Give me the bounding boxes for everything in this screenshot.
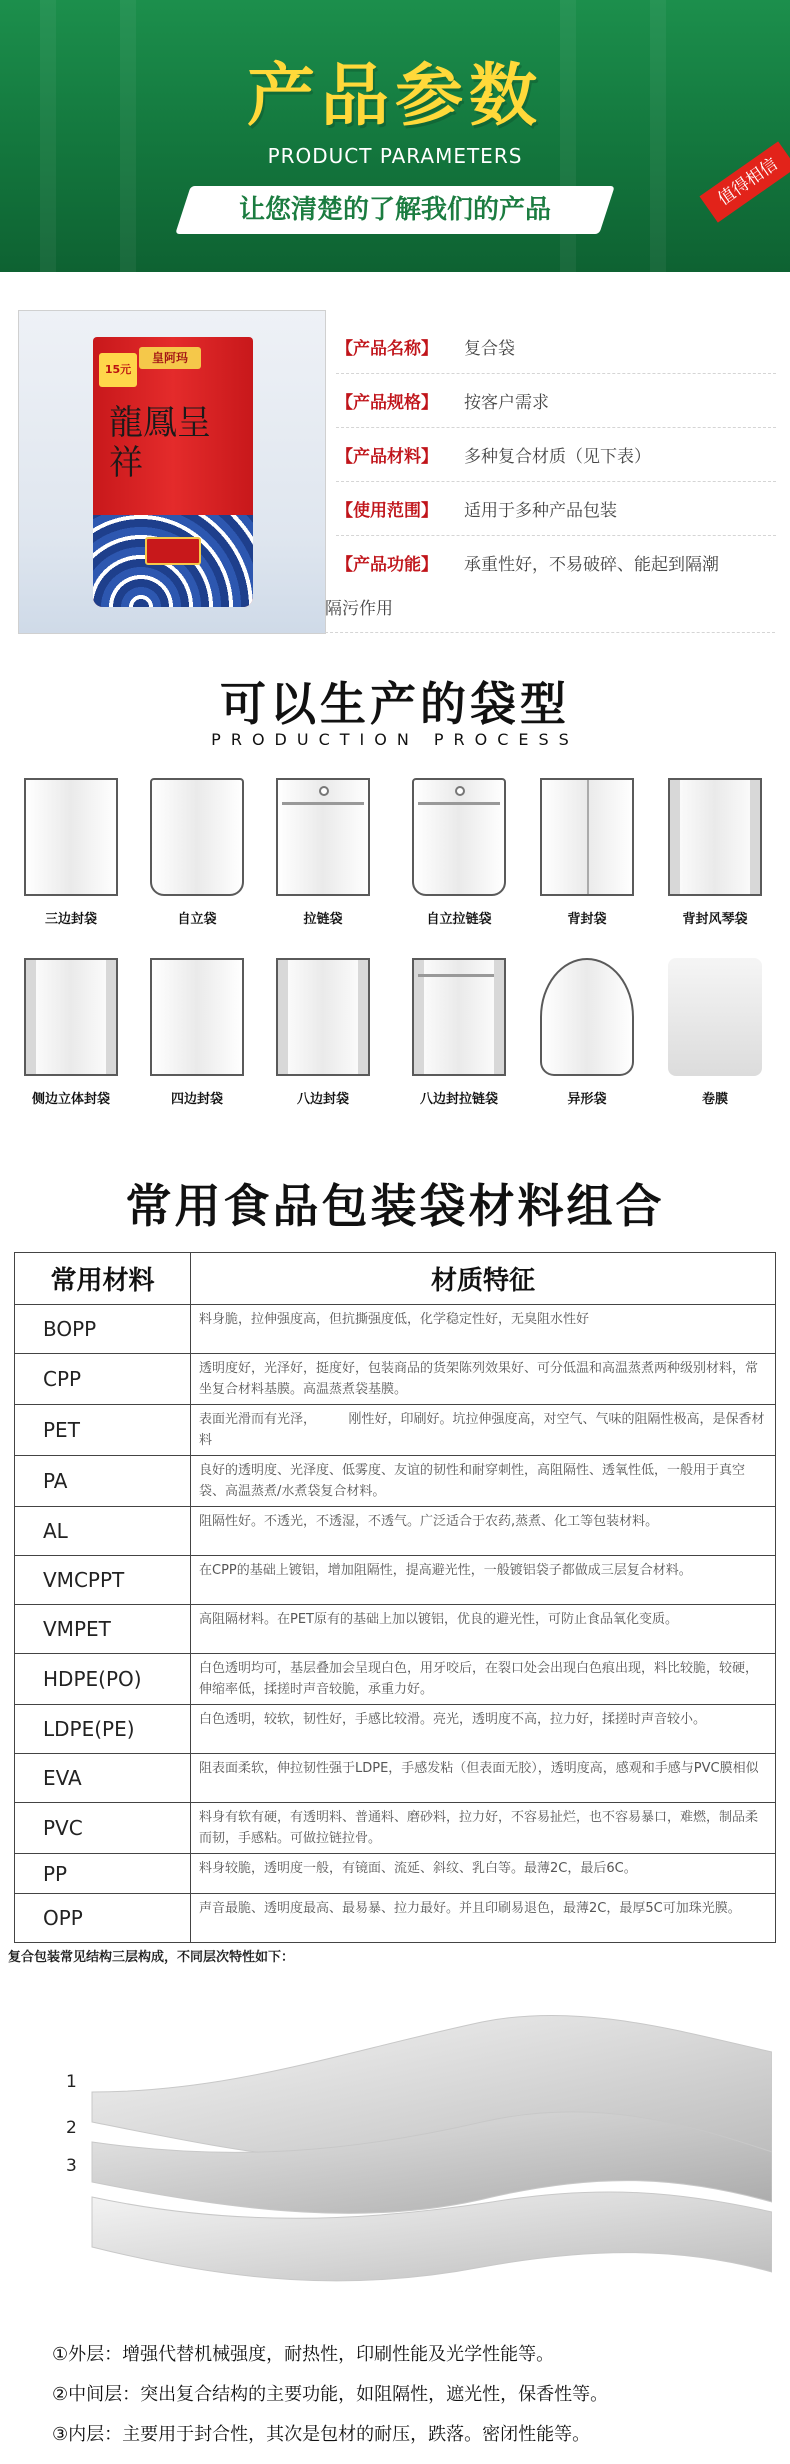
material-desc: 透明度好，光泽好，挺度好，包装商品的货架陈列效果好、可分低温和高温蒸煮两种级别材料，常坐复合材料基膜。高温蒸煮袋基膜。 [191,1354,776,1405]
material-name: AL [15,1507,191,1556]
param-row [336,320,776,374]
bag-type-item [660,778,770,927]
column-header-feature: 材质特征 [191,1253,776,1305]
divider [325,632,775,633]
material-desc: 料身较脆，透明度一般，有镜面、流延、斜纹、乳白等。最薄2C，最后6C。 [191,1854,776,1894]
param-value: 按客户需求 [464,393,549,413]
bag-type-item [268,778,378,927]
product-image [18,310,326,634]
bag-type-item [268,958,378,1107]
pouch-brand: 皇阿玛 [139,347,201,369]
banner-slogan: 让您清楚的了解我们的产品 [238,195,551,225]
bag-type-label: 背封袋 [567,912,607,927]
table-row [15,1754,776,1803]
trust-sticker: 值得相信 [700,141,790,222]
layer-number: 2 [66,2118,77,2138]
bag-type-label: 四边封袋 [170,1092,223,1107]
table-row [15,1405,776,1456]
material-name: VMPET [15,1605,191,1654]
bag-type-label: 卷膜 [701,1092,728,1107]
material-name: PA [15,1456,191,1507]
zipper-bag-icon [276,778,370,896]
bag-type-item [16,778,126,927]
params-list [336,320,776,590]
param-label: 【产品规格】 [336,393,438,413]
param-row [336,536,776,590]
material-name: VMCPPT [15,1556,191,1605]
material-name: OPP [15,1894,191,1943]
pouch-illustration [93,337,253,607]
table-row [15,1605,776,1654]
table-row [15,1654,776,1705]
param-value-wrap: 隔污作用 [325,599,393,619]
param-value: 适用于多种产品包装 [464,501,617,521]
material-name: EVA [15,1754,191,1803]
pouch-seal [145,537,201,565]
banner-title: 产品参数 [246,57,543,136]
table-row [15,1507,776,1556]
layer-note-middle: ②中间层：突出复合结构的主要功能，如阻隔性，遮光性，保香性等。 [52,2384,609,2405]
bag-section-title: 可以生产的袋型 [220,677,570,731]
layers-illustration [82,2012,772,2312]
layers-intro: 复合包装常见结构三层构成，不同层次特性如下： [8,1950,295,1965]
material-name: PP [15,1854,191,1894]
three-side-seal-bag-icon [24,778,118,896]
gusset-back-seal-bag-icon [668,778,762,896]
bag-type-label: 自立拉链袋 [426,912,492,927]
material-name: PVC [15,1803,191,1854]
back-seal-bag-icon [540,778,634,896]
table-row [15,1803,776,1854]
material-name: HDPE(PO) [15,1654,191,1705]
side-gusset-bag-icon [24,958,118,1076]
roll-film-icon [668,958,762,1076]
param-label: 【产品功能】 [336,555,438,575]
material-name: LDPE(PE) [15,1705,191,1754]
table-row [15,1354,776,1405]
pouch-price: 15元 [99,353,137,387]
four-side-seal-bag-icon [150,958,244,1076]
bag-type-label: 异形袋 [567,1092,607,1107]
bag-type-label: 八边封拉链袋 [419,1092,498,1107]
bag-type-item [142,958,252,1107]
bag-type-item [404,958,514,1107]
bag-type-label: 拉链袋 [303,912,343,927]
bag-type-label: 自立袋 [177,912,217,927]
table-row [15,1705,776,1754]
table-row [15,1305,776,1354]
table-header-row [15,1253,776,1305]
param-value: 复合袋 [464,339,515,359]
bag-section-subtitle: PRODUCTION PROCESS [211,730,579,749]
table-row [15,1894,776,1943]
material-desc: 料身有软有硬，有透明料、普通料、磨砂料，拉力好，不容易扯烂，也不容易暴口，难燃，制品柔而韧，手感粘。可做拉链拉骨。 [191,1803,776,1854]
material-desc: 表面光滑而有光泽， 刚性好，印刷好。坑拉伸强度高，对空气、气味的阻隔性极高，是保香材料 [191,1405,776,1456]
bag-type-item [404,778,514,927]
eight-side-zipper-bag-icon [412,958,506,1076]
shaped-bag-icon [540,958,634,1076]
material-desc: 白色透明均可，基层叠加会呈现白色，用牙咬后，在裂口处会出现白色痕出现，料比较脆，较硬，伸缩率低，揉搓时声音较脆，承重力好。 [191,1654,776,1705]
banner-subtitle: PRODUCT PARAMETERS [267,144,523,168]
bag-type-item [142,778,252,927]
bag-type-label: 侧边立体封袋 [31,1092,110,1107]
material-desc: 料身脆，拉伸强度高，但抗撕强度低，化学稳定性好，无臭阻水性好 [191,1305,776,1354]
material-desc: 在CPP的基础上镀铝，增加阻隔性，提高避光性，一般镀铝袋子都做成三层复合材料。 [191,1556,776,1605]
param-label: 【产品材料】 [336,447,438,467]
bag-type-label: 背封风琴袋 [682,912,748,927]
table-row [15,1556,776,1605]
table-row [15,1456,776,1507]
param-row [336,428,776,482]
table-row [15,1854,776,1894]
param-value: 多种复合材质（见下表） [464,447,651,467]
header-banner [0,0,790,272]
layer-note-inner: ③内层：主要用于封合性，其次是包材的耐压，跌落。密闭性能等。 [52,2424,591,2445]
param-label: 【使用范围】 [336,501,438,521]
layer-number: 1 [66,2072,77,2092]
material-name: BOPP [15,1305,191,1354]
column-header-material: 常用材料 [15,1253,191,1305]
stand-up-bag-icon [150,778,244,896]
param-row [336,374,776,428]
materials-section-title: 常用食品包装袋材料组合 [125,1179,665,1233]
material-name: CPP [15,1354,191,1405]
material-desc: 阻隔性好。不透光，不透湿，不透气。广泛适合于农药,蒸煮、化工等包装材料。 [191,1507,776,1556]
param-row [336,482,776,536]
eight-side-seal-bag-icon [276,958,370,1076]
material-desc: 阻表面柔软，伸拉韧性强于LDPE，手感发粘（但表面无胶），透明度高，感观和手感与PVC膜相似 [191,1754,776,1803]
material-desc: 良好的透明度、光泽度、低雾度、友谊的韧性和耐穿刺性，高阻隔性、透氧性低，一般用于真空袋、高温蒸煮/水煮袋复合材料。 [191,1456,776,1507]
param-value: 承重性好，不易破碎、能起到隔潮 [464,555,719,575]
stand-up-zipper-bag-icon [412,778,506,896]
bag-type-label: 三边封袋 [44,912,97,927]
bag-type-item [532,958,642,1107]
material-desc: 白色透明，较软，韧性好，手感比较滑。亮光，透明度不高，拉力好，揉搓时声音较小。 [191,1705,776,1754]
material-desc: 高阻隔材料。在PET原有的基础上加以镀铝，优良的避光性，可防止食品氧化变质。 [191,1605,776,1654]
layer-number: 3 [66,2156,77,2176]
bag-type-item [532,778,642,927]
bag-type-item [660,958,770,1107]
pouch-calligraphy: 龍鳳呈祥 [109,403,211,483]
material-name: PET [15,1405,191,1456]
param-label: 【产品名称】 [336,339,438,359]
layer-note-outer: ①外层：增强代替机械强度，耐热性，印刷性能及光学性能等。 [52,2344,555,2365]
bag-type-label: 八边封袋 [296,1092,349,1107]
material-desc: 声音最脆、透明度最高、最易暴、拉力最好。并且印刷易退色，最薄2C，最厚5C可加珠光膜。 [191,1894,776,1943]
bag-type-item [16,958,126,1107]
materials-table [14,1252,776,1943]
